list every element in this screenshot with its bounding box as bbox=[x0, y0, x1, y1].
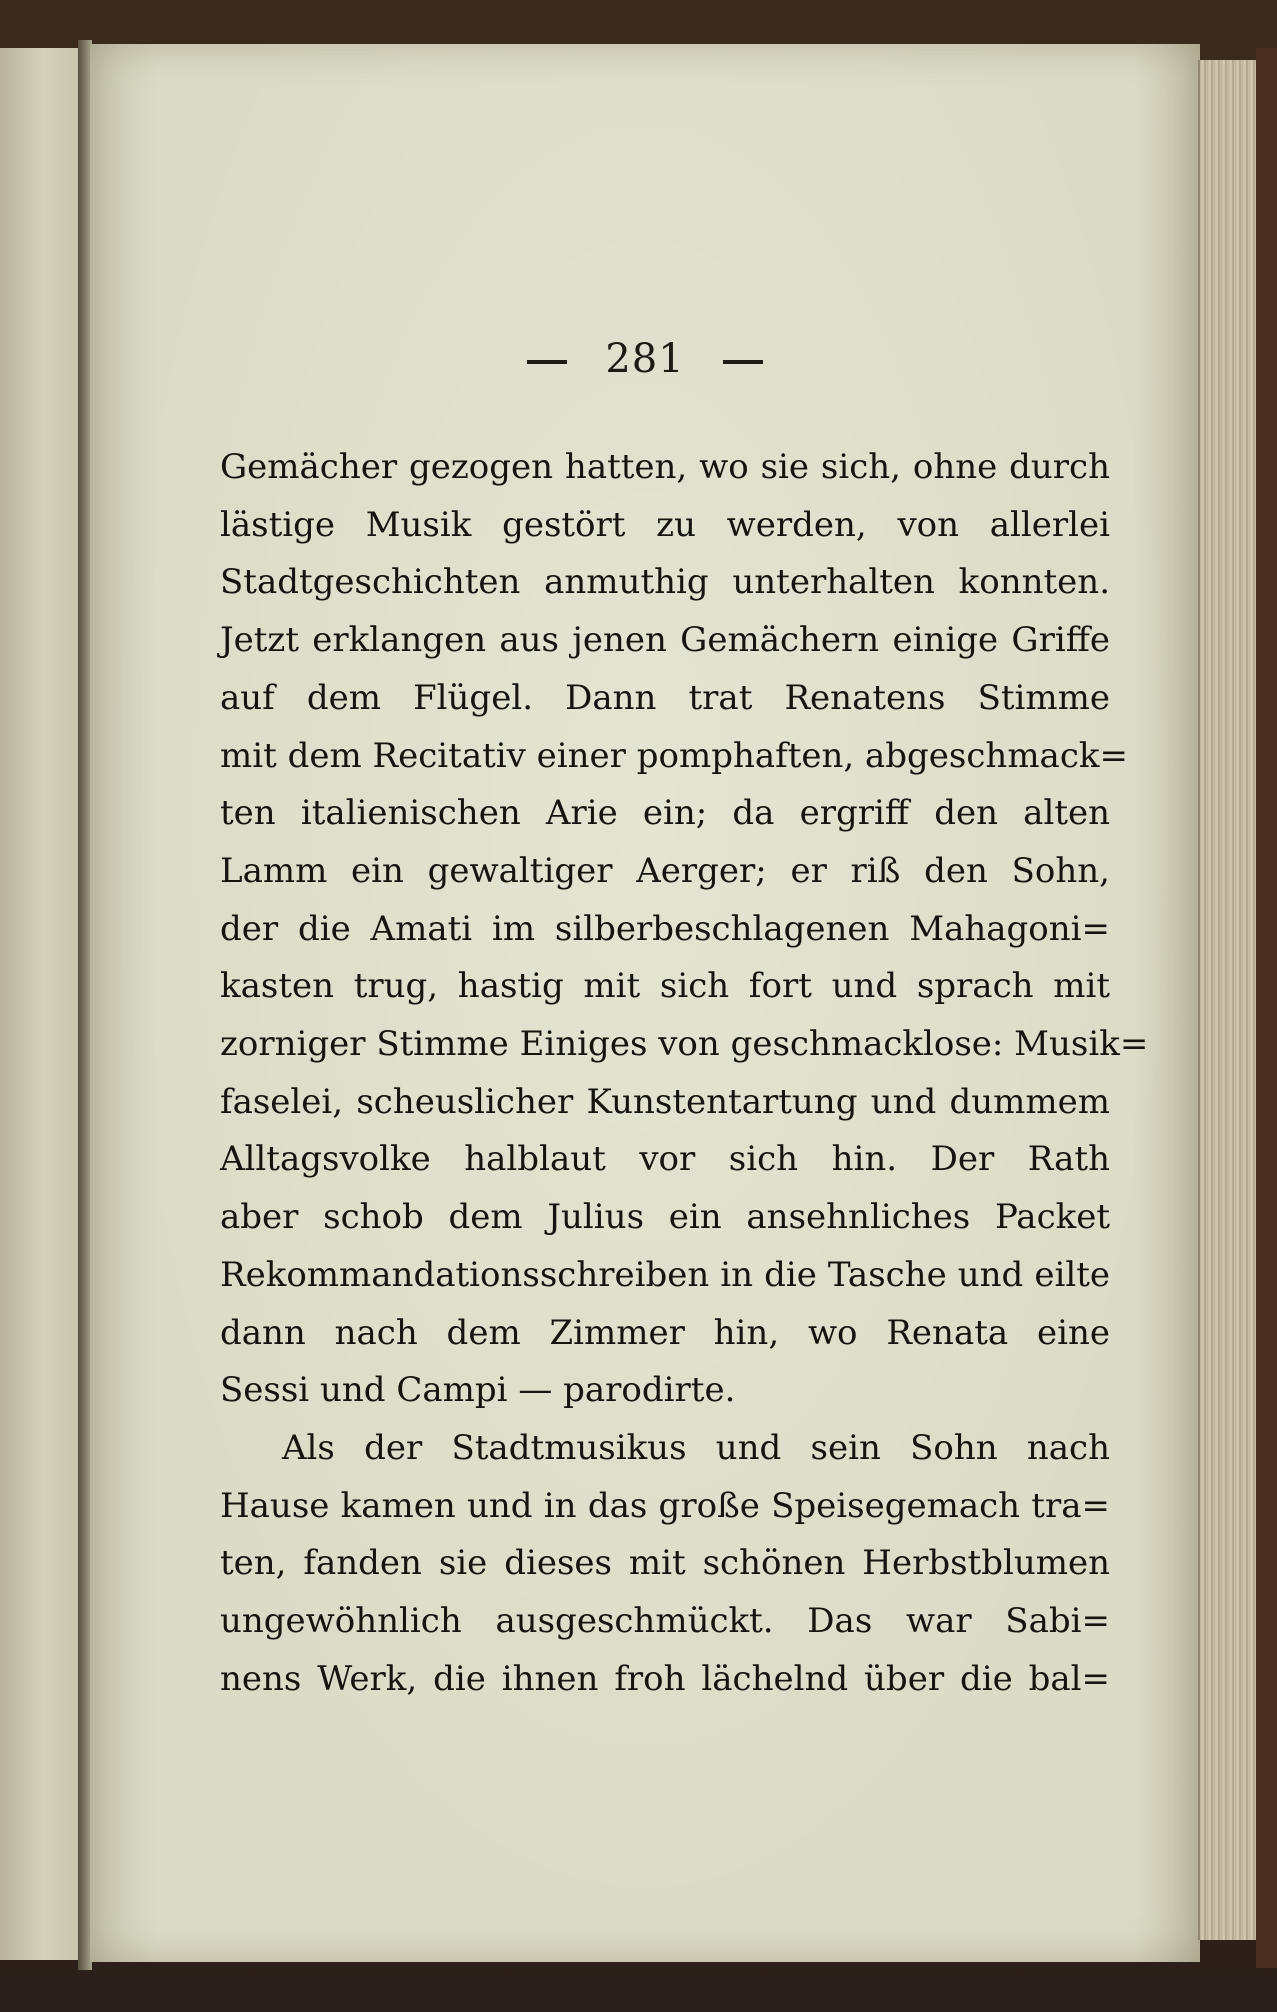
page-block-fore-edge bbox=[1198, 60, 1262, 1940]
text-line: Lamm ein gewaltiger Aerger; er riß den Sohn, bbox=[220, 850, 1110, 891]
text-line: mit dem Recitativ einer pomphaften, abgeschmack= bbox=[220, 735, 1128, 776]
book-page bbox=[90, 44, 1200, 1962]
left-page-edge bbox=[0, 48, 81, 1960]
text-line: Jetzt erklangen aus jenen Gemächern einige Griffe bbox=[220, 620, 1110, 661]
text-line: ten italienischen Arie ein; da ergriff den alten bbox=[220, 793, 1110, 834]
text-line: ten, fanden sie dieses mit schönen Herbstblumen bbox=[220, 1543, 1110, 1584]
text-line: Alltagsvolke halblaut vor sich hin. Der Rath bbox=[220, 1139, 1110, 1180]
text-line: ungewöhnlich ausgeschmückt. Das war Sabi= bbox=[220, 1601, 1110, 1642]
text-line: Als der Stadtmusikus und sein Sohn nach bbox=[282, 1427, 1110, 1468]
text-line: Stadtgeschichten anmuthig unterhalten konnten. bbox=[220, 562, 1110, 603]
text-line: Gemächer gezogen hatten, wo sie sich, ohne durch bbox=[220, 447, 1110, 487]
text-line: nens Werk, die ihnen froh lächelnd über die bal= bbox=[220, 1658, 1110, 1699]
text-line: zorniger Stimme Einiges von geschmacklose: Musik= bbox=[220, 1024, 1149, 1065]
page-number-dash-left bbox=[527, 360, 567, 364]
text-line: Hause kamen und in das große Speisegemach tra= bbox=[220, 1485, 1110, 1526]
text-line: aber schob dem Julius ein ansehnliches Packet bbox=[220, 1197, 1110, 1238]
page-number-value: 281 bbox=[605, 336, 685, 382]
text-line: dann nach dem Zimmer hin, wo Renata eine bbox=[220, 1312, 1110, 1353]
text-line: Sessi und Campi — parodirte. bbox=[220, 1370, 736, 1411]
text-line: der die Amati im silberbeschlagenen Mahagoni= bbox=[220, 908, 1110, 949]
cover-edge bbox=[1256, 48, 1277, 1968]
text-line: kasten trug, hastig mit sich fort und sprach mit bbox=[220, 966, 1110, 1007]
text-line: Rekommandationsschreiben in die Tasche und eilte bbox=[220, 1254, 1110, 1295]
body-text bbox=[220, 439, 1149, 1708]
text-line: auf dem Flügel. Dann trat Renatens Stimme bbox=[220, 677, 1110, 718]
page-number bbox=[90, 336, 1200, 382]
page-number-dash-right bbox=[723, 360, 763, 364]
text-line: lästige Musik gestört zu werden, von allerlei bbox=[220, 504, 1110, 545]
text-line: faselei, scheuslicher Kunstentartung und dummem bbox=[220, 1081, 1110, 1122]
